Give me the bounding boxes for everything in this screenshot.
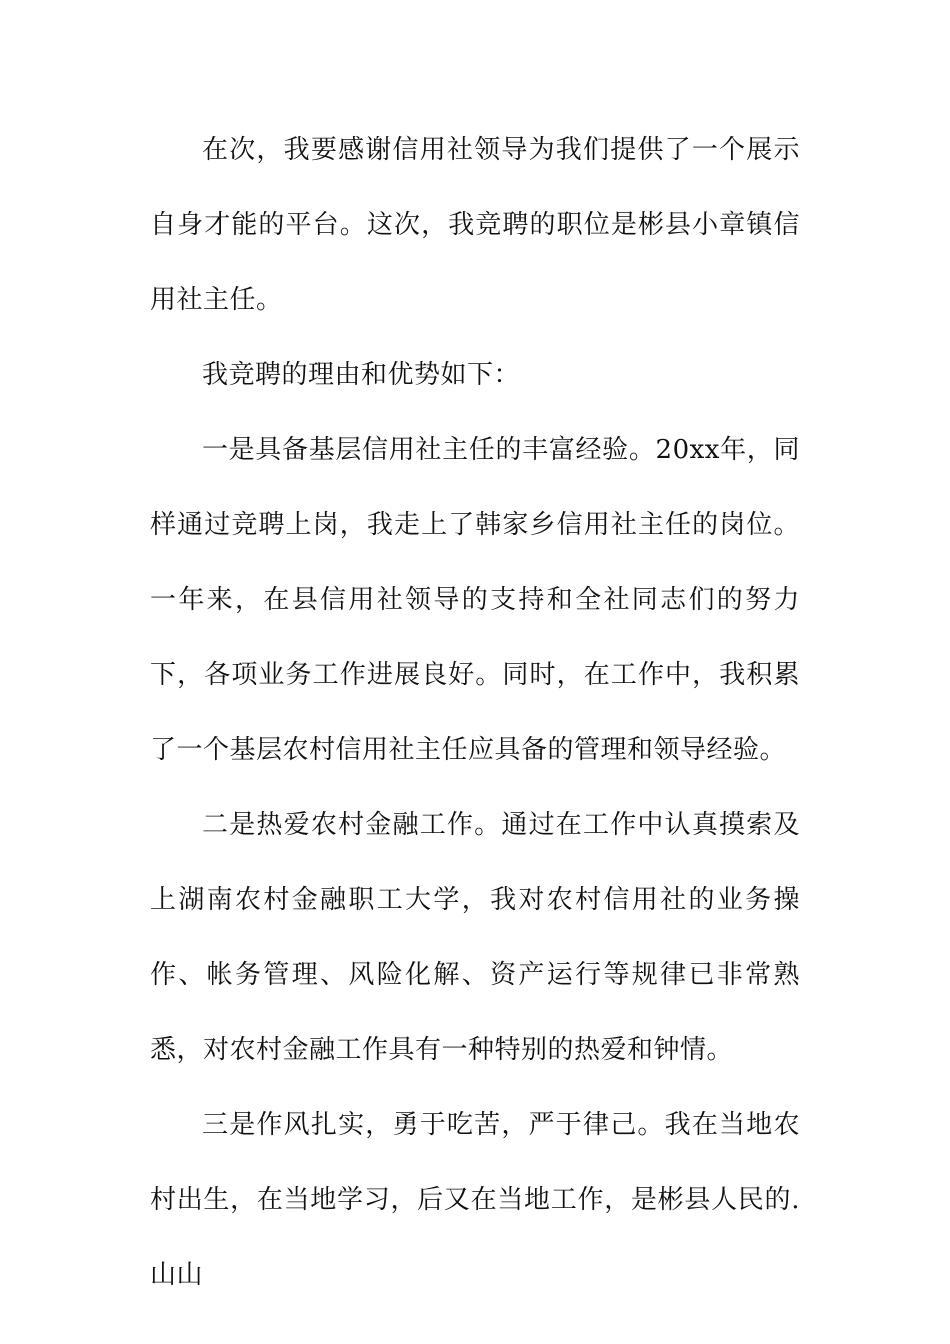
paragraph-point-one: 一是具备基层信用社主任的丰富经验。20xx年，同样通过竞聘上岗，我走上了韩家乡信用社主任的岗位。一年来，在县信用社领导的支持和全社同志们的努力下，各项业务工作进展良好。同时，在工作中，我积累了一个基层农村信用社主任应具备的管理和领导经验。 (150, 435, 800, 765)
paragraph-intro: 在次，我要感谢信用社领导为我们提供了一个展示自身才能的平台。这次，我竞聘的职位是彬县小章镇信用社主任。 (150, 135, 800, 315)
paragraph-point-three: 三是作风扎实，勇于吃苦，严于律己。我在当地农村出生，在当地学习，后又在当地工作，是彬县人民的.山山 (150, 1110, 800, 1290)
paragraph-point-two: 二是热爱农村金融工作。通过在工作中认真摸索及上湖南农村金融职工大学，我对农村信用社的业务操作、帐务管理、风险化解、资产运行等规律已非常熟悉，对农村金融工作具有一种特别的热爱和钟情。 (150, 810, 800, 1065)
paragraph-reasons-heading: 我竞聘的理由和优势如下： (202, 360, 521, 390)
document-body (150, 113, 800, 1313)
